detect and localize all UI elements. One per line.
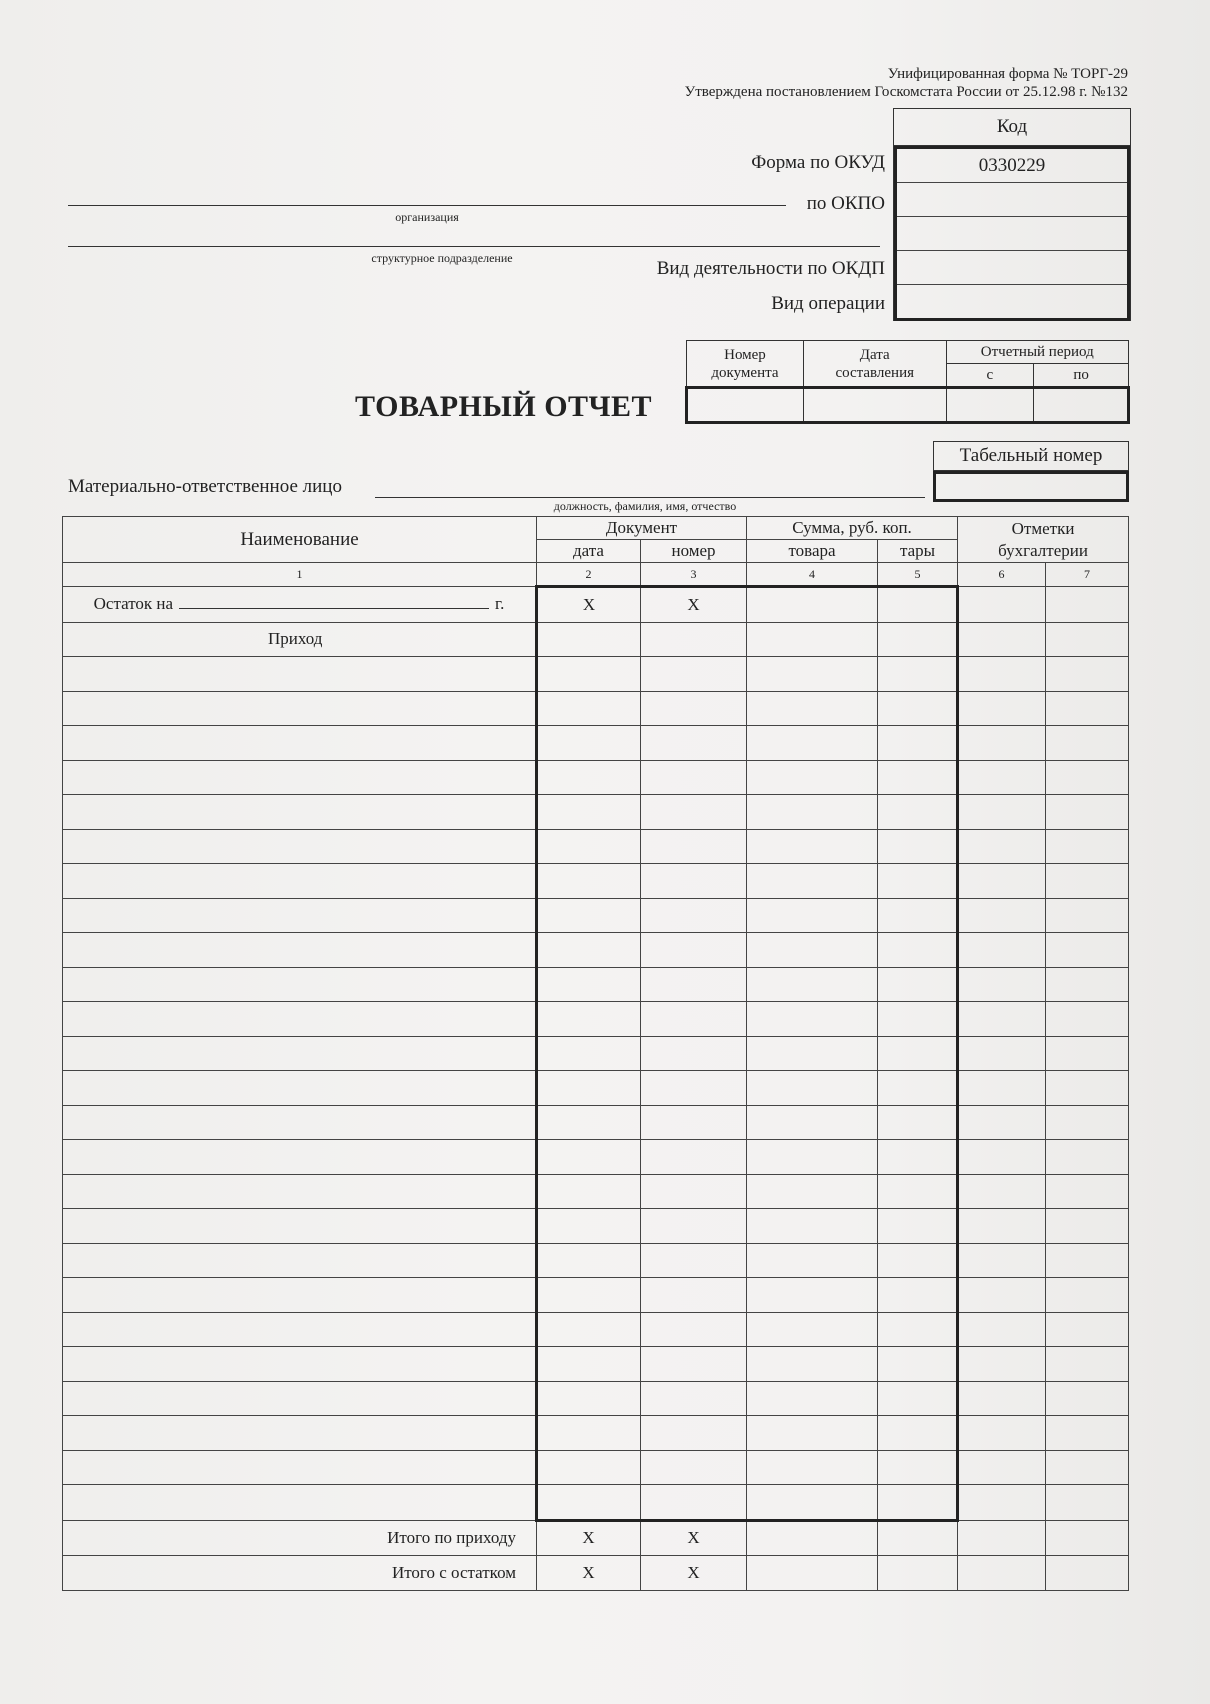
table-cell[interactable] <box>1046 1140 1129 1175</box>
tabel-box <box>933 441 1129 502</box>
period-to-field[interactable] <box>1034 388 1129 423</box>
table-cell[interactable] <box>641 1416 747 1451</box>
table-cell[interactable] <box>1046 1036 1129 1071</box>
tabel-field[interactable] <box>933 471 1129 502</box>
table-cell[interactable] <box>537 1140 641 1175</box>
table-cell[interactable] <box>1046 933 1129 968</box>
table-cell[interactable] <box>878 1140 958 1175</box>
table-cell[interactable] <box>747 898 878 933</box>
table-cell[interactable] <box>641 657 747 692</box>
table-cell[interactable] <box>537 1416 641 1451</box>
table-cell[interactable] <box>537 829 641 864</box>
name-cell[interactable] <box>63 1071 537 1106</box>
col-num: 2 <box>537 563 641 587</box>
table-cell[interactable] <box>878 1485 958 1521</box>
table-cell[interactable] <box>958 657 1046 692</box>
table-cell[interactable] <box>1046 760 1129 795</box>
table-cell[interactable] <box>878 967 958 1002</box>
name-cell[interactable] <box>63 898 537 933</box>
name-cell[interactable] <box>63 760 537 795</box>
table-cell[interactable] <box>641 829 747 864</box>
table-cell[interactable] <box>747 1312 878 1347</box>
period-from-field[interactable] <box>946 388 1034 423</box>
table-cell[interactable] <box>1046 1002 1129 1037</box>
name-cell[interactable] <box>63 1450 537 1485</box>
table-cell[interactable] <box>641 622 747 657</box>
table-cell[interactable] <box>878 898 958 933</box>
table-cell[interactable] <box>641 1002 747 1037</box>
table-cell[interactable] <box>878 726 958 761</box>
table-cell[interactable] <box>641 1450 747 1485</box>
table-cell[interactable] <box>878 933 958 968</box>
name-cell[interactable] <box>63 1485 537 1521</box>
col-num: 6 <box>958 563 1046 587</box>
doc-date-header-l1: Дата <box>859 346 890 363</box>
responsible-caption: должность, фамилия, имя, отчество <box>553 499 737 513</box>
table-cell[interactable] <box>878 1381 958 1416</box>
table-cell[interactable] <box>537 795 641 830</box>
table-row <box>63 1071 1129 1106</box>
table-cell[interactable] <box>537 726 641 761</box>
approval-note: Утверждена постановлением Госкомстата России от 25.12.98 г. №132 <box>684 84 1128 100</box>
table-cell[interactable] <box>1046 1312 1129 1347</box>
table-cell[interactable] <box>747 726 878 761</box>
table-cell[interactable] <box>641 1140 747 1175</box>
goods-table <box>62 516 1129 1591</box>
table-cell[interactable] <box>958 1347 1046 1382</box>
col-marks-header <box>958 517 1129 563</box>
total-income-row <box>63 1520 1129 1556</box>
table-cell[interactable] <box>641 1071 747 1106</box>
col-marks-l2: бухгалтерии <box>998 540 1088 560</box>
table-cell[interactable] <box>747 1002 878 1037</box>
entry-rows <box>63 657 1129 1521</box>
table-cell[interactable] <box>1046 1243 1129 1278</box>
table-cell[interactable] <box>958 691 1046 726</box>
table-row <box>63 1278 1129 1313</box>
division-caption: структурное подразделение <box>371 251 513 265</box>
table-cell[interactable] <box>747 657 878 692</box>
table-cell[interactable] <box>1046 1105 1129 1140</box>
table-row <box>63 795 1129 830</box>
table-cell[interactable] <box>537 1209 641 1244</box>
name-cell[interactable] <box>63 1243 537 1278</box>
table-cell[interactable] <box>878 622 958 657</box>
table-row <box>63 898 1129 933</box>
table-cell[interactable] <box>641 760 747 795</box>
responsible-label: Материально-ответственное лицо <box>68 476 342 497</box>
col-number-header: номер <box>641 540 747 563</box>
name-cell[interactable] <box>63 1105 537 1140</box>
marks-cell[interactable] <box>958 587 1046 623</box>
table-cell[interactable] <box>641 967 747 1002</box>
doc-number-header-l1: Номер <box>724 346 766 363</box>
table-cell[interactable] <box>878 1071 958 1106</box>
table-row <box>63 1450 1129 1485</box>
doc-number-header <box>687 341 804 388</box>
col-number-row <box>63 563 1129 587</box>
x-mark: X <box>537 1556 641 1591</box>
col-marks-l1: Отметки <box>1011 518 1075 538</box>
table-cell[interactable] <box>958 622 1046 657</box>
table-cell[interactable] <box>958 1036 1046 1071</box>
division-field[interactable] <box>68 246 880 247</box>
table-cell[interactable] <box>958 1450 1046 1485</box>
total-income-goods[interactable] <box>747 1520 878 1556</box>
tabel-label: Табельный номер <box>933 441 1129 471</box>
table-cell[interactable] <box>747 1209 878 1244</box>
name-cell[interactable] <box>63 795 537 830</box>
table-row <box>63 1105 1129 1140</box>
table-cell[interactable] <box>1046 967 1129 1002</box>
total-income-label: Итого по приходу <box>63 1520 537 1556</box>
table-cell[interactable] <box>641 1036 747 1071</box>
col-num: 3 <box>641 563 747 587</box>
table-cell[interactable] <box>1046 1278 1129 1313</box>
name-cell[interactable] <box>63 1140 537 1175</box>
table-cell[interactable] <box>958 1140 1046 1175</box>
okdp-label: Вид деятельности по ОКДП <box>656 258 885 279</box>
balance-date-field[interactable] <box>179 594 489 609</box>
table-cell[interactable] <box>537 1105 641 1140</box>
table-cell[interactable] <box>878 1105 958 1140</box>
table-cell[interactable] <box>537 691 641 726</box>
table-cell[interactable] <box>747 1278 878 1313</box>
table-cell[interactable] <box>747 967 878 1002</box>
table-cell[interactable] <box>641 1485 747 1521</box>
table-cell[interactable] <box>1046 657 1129 692</box>
name-cell[interactable] <box>63 967 537 1002</box>
income-label: Приход <box>63 622 537 657</box>
table-row <box>63 1002 1129 1037</box>
name-cell[interactable] <box>63 1416 537 1451</box>
table-cell[interactable] <box>1046 1450 1129 1485</box>
name-cell[interactable] <box>63 1036 537 1071</box>
table-cell[interactable] <box>958 760 1046 795</box>
table-cell[interactable] <box>958 898 1046 933</box>
table-cell[interactable] <box>878 1243 958 1278</box>
balance-suffix: г. <box>495 594 505 614</box>
table-cell[interactable] <box>747 1381 878 1416</box>
table-row <box>63 829 1129 864</box>
total-balance-label: Итого с остатком <box>63 1556 537 1591</box>
table-cell[interactable] <box>747 1450 878 1485</box>
table-cell[interactable] <box>1046 622 1129 657</box>
period-from-header: с <box>946 364 1034 388</box>
col-document-header: Документ <box>537 517 747 540</box>
col-num: 5 <box>878 563 958 587</box>
table-cell[interactable] <box>958 1174 1046 1209</box>
table-cell[interactable] <box>641 933 747 968</box>
table-cell[interactable] <box>641 1278 747 1313</box>
table-cell[interactable] <box>537 1450 641 1485</box>
table-cell[interactable] <box>747 1105 878 1140</box>
organization-caption: организация <box>395 210 459 224</box>
table-row <box>63 864 1129 899</box>
table-cell[interactable] <box>878 1416 958 1451</box>
table-cell[interactable] <box>878 1278 958 1313</box>
table-cell[interactable] <box>958 1485 1046 1521</box>
table-cell[interactable] <box>747 691 878 726</box>
table-cell[interactable] <box>641 864 747 899</box>
table-row <box>63 1381 1129 1416</box>
table-cell[interactable] <box>537 1243 641 1278</box>
table-cell[interactable] <box>958 795 1046 830</box>
table-cell[interactable] <box>1046 1381 1129 1416</box>
table-row <box>63 1416 1129 1451</box>
table-row <box>63 1209 1129 1244</box>
table-cell[interactable] <box>878 1002 958 1037</box>
table-cell[interactable] <box>958 829 1046 864</box>
table-cell[interactable] <box>537 1347 641 1382</box>
table-cell[interactable] <box>747 1140 878 1175</box>
balance-label: Остаток на <box>93 594 174 614</box>
table-cell[interactable] <box>747 1347 878 1382</box>
table-cell[interactable] <box>537 898 641 933</box>
table-cell[interactable] <box>1046 726 1129 761</box>
table-cell[interactable] <box>1046 1347 1129 1382</box>
table-cell[interactable] <box>1046 829 1129 864</box>
name-cell[interactable] <box>63 1347 537 1382</box>
table-cell[interactable] <box>1046 1071 1129 1106</box>
balance-cell <box>63 587 537 623</box>
table-cell[interactable] <box>537 1174 641 1209</box>
col-sum-header: Сумма, руб. коп. <box>747 517 958 540</box>
table-cell[interactable] <box>537 1071 641 1106</box>
table-cell[interactable] <box>641 1209 747 1244</box>
code-frame <box>894 146 1130 321</box>
okpo-code-field[interactable] <box>897 183 1127 217</box>
table-cell[interactable] <box>958 1209 1046 1244</box>
table-cell[interactable] <box>878 1036 958 1071</box>
table-cell[interactable] <box>958 967 1046 1002</box>
table-cell[interactable] <box>1046 1209 1129 1244</box>
document-header-table <box>685 340 1130 424</box>
name-cell[interactable] <box>63 691 537 726</box>
table-cell[interactable] <box>641 795 747 830</box>
table-cell[interactable] <box>958 1381 1046 1416</box>
table-cell[interactable] <box>747 1243 878 1278</box>
table-cell[interactable] <box>641 1243 747 1278</box>
organization-field[interactable] <box>68 205 786 206</box>
table-row <box>63 1036 1129 1071</box>
table-row <box>63 760 1129 795</box>
income-heading-row <box>63 622 1129 657</box>
doc-date-field[interactable] <box>803 388 946 423</box>
marks-cell[interactable] <box>1046 587 1129 623</box>
table-cell[interactable] <box>1046 1416 1129 1451</box>
name-cell[interactable] <box>63 1278 537 1313</box>
table-row <box>63 1485 1129 1521</box>
name-cell[interactable] <box>63 933 537 968</box>
table-cell[interactable] <box>1046 795 1129 830</box>
table-row <box>63 1243 1129 1278</box>
table-cell[interactable] <box>958 1002 1046 1037</box>
name-cell[interactable] <box>63 1381 537 1416</box>
marks-cell[interactable] <box>1046 1520 1129 1556</box>
table-cell[interactable] <box>641 691 747 726</box>
name-cell[interactable] <box>63 1209 537 1244</box>
form-number: Унифицированная форма № ТОРГ-29 <box>887 66 1128 82</box>
table-cell[interactable] <box>747 829 878 864</box>
table-cell[interactable] <box>878 691 958 726</box>
table-cell[interactable] <box>1046 1174 1129 1209</box>
x-mark: X <box>537 587 641 623</box>
table-row <box>63 1312 1129 1347</box>
name-cell[interactable] <box>63 1002 537 1037</box>
total-balance-row <box>63 1556 1129 1591</box>
table-row <box>63 933 1129 968</box>
table-cell[interactable] <box>878 864 958 899</box>
table-cell[interactable] <box>1046 1485 1129 1521</box>
col-name-header: Наименование <box>63 517 537 563</box>
code-header: Код <box>894 109 1130 146</box>
table-cell[interactable] <box>878 829 958 864</box>
table-cell[interactable] <box>747 1071 878 1106</box>
doc-number-field[interactable] <box>687 388 804 423</box>
table-cell[interactable] <box>747 1036 878 1071</box>
table-cell[interactable] <box>878 1174 958 1209</box>
x-mark: X <box>641 1520 747 1556</box>
table-cell[interactable] <box>641 1105 747 1140</box>
table-cell[interactable] <box>537 1036 641 1071</box>
table-cell[interactable] <box>641 1347 747 1382</box>
table-cell[interactable] <box>958 1243 1046 1278</box>
table-cell[interactable] <box>537 1485 641 1521</box>
total-balance-tare[interactable] <box>878 1556 958 1591</box>
total-income-tare[interactable] <box>878 1520 958 1556</box>
table-cell[interactable] <box>958 1416 1046 1451</box>
code-box <box>893 108 1131 321</box>
table-cell[interactable] <box>747 760 878 795</box>
period-to-header: по <box>1034 364 1129 388</box>
total-balance-goods[interactable] <box>747 1556 878 1591</box>
doc-date-header-l2: составления <box>835 364 915 381</box>
okud-code-field[interactable]: 0330229 <box>897 149 1127 183</box>
division-code-field[interactable] <box>897 217 1127 251</box>
x-mark: X <box>641 1556 747 1591</box>
table-row <box>63 1347 1129 1382</box>
table-cell[interactable] <box>878 657 958 692</box>
table-cell[interactable] <box>537 1381 641 1416</box>
table-cell[interactable] <box>537 864 641 899</box>
table-cell[interactable] <box>1046 691 1129 726</box>
table-cell[interactable] <box>958 1071 1046 1106</box>
table-cell[interactable] <box>958 1105 1046 1140</box>
table-cell[interactable] <box>958 933 1046 968</box>
table-row <box>63 967 1129 1002</box>
table-cell[interactable] <box>747 1416 878 1451</box>
table-cell[interactable] <box>878 1312 958 1347</box>
table-cell[interactable] <box>537 1278 641 1313</box>
name-cell[interactable] <box>63 1174 537 1209</box>
col-tare-header: тары <box>878 540 958 563</box>
table-cell[interactable] <box>958 1312 1046 1347</box>
marks-cell[interactable] <box>1046 1556 1129 1591</box>
table-cell[interactable] <box>878 760 958 795</box>
col-date-header: дата <box>537 540 641 563</box>
table-cell[interactable] <box>747 622 878 657</box>
table-cell[interactable] <box>747 864 878 899</box>
col-num: 1 <box>63 563 537 587</box>
page-title: ТОВАРНЫЙ ОТЧЕТ <box>355 390 653 423</box>
table-cell[interactable] <box>537 1002 641 1037</box>
table-cell[interactable] <box>537 760 641 795</box>
okud-label: Форма по ОКУД <box>751 152 885 173</box>
balance-tare-cell[interactable] <box>878 587 958 623</box>
name-cell[interactable] <box>63 657 537 692</box>
col-num: 7 <box>1046 563 1129 587</box>
operation-code-field[interactable] <box>897 285 1127 318</box>
table-cell[interactable] <box>878 1209 958 1244</box>
operation-label: Вид операции <box>771 293 885 314</box>
name-cell[interactable] <box>63 829 537 864</box>
table-cell[interactable] <box>641 1174 747 1209</box>
table-cell[interactable] <box>958 1278 1046 1313</box>
period-header: Отчетный период <box>946 341 1128 364</box>
table-cell[interactable] <box>641 1381 747 1416</box>
table-cell[interactable] <box>958 726 1046 761</box>
table-cell[interactable] <box>747 933 878 968</box>
name-cell[interactable] <box>63 864 537 899</box>
marks-cell[interactable] <box>958 1520 1046 1556</box>
table-cell[interactable] <box>878 1450 958 1485</box>
table-cell[interactable] <box>1046 864 1129 899</box>
table-cell[interactable] <box>878 795 958 830</box>
x-mark: X <box>641 587 747 623</box>
okdp-code-field[interactable] <box>897 251 1127 285</box>
table-cell[interactable] <box>958 864 1046 899</box>
table-row <box>63 691 1129 726</box>
name-cell[interactable] <box>63 1312 537 1347</box>
table-cell[interactable] <box>747 1174 878 1209</box>
table-cell[interactable] <box>1046 898 1129 933</box>
table-cell[interactable] <box>537 967 641 1002</box>
balance-row <box>63 587 1129 623</box>
name-cell[interactable] <box>63 726 537 761</box>
table-cell[interactable] <box>641 898 747 933</box>
table-row <box>63 726 1129 761</box>
table-cell[interactable] <box>537 933 641 968</box>
doc-date-header <box>803 341 946 388</box>
table-row <box>63 1174 1129 1209</box>
marks-cell[interactable] <box>958 1556 1046 1591</box>
table-cell[interactable] <box>747 795 878 830</box>
table-cell[interactable] <box>537 1312 641 1347</box>
table-row <box>63 1140 1129 1175</box>
doc-number-header-l2: документа <box>711 364 779 381</box>
table-row <box>63 657 1129 692</box>
col-goods-header: товара <box>747 540 878 563</box>
table-cell[interactable] <box>537 657 641 692</box>
table-cell[interactable] <box>641 1312 747 1347</box>
table-cell[interactable] <box>641 726 747 761</box>
table-cell[interactable] <box>878 1347 958 1382</box>
table-cell[interactable] <box>747 1485 878 1521</box>
okpo-label: по ОКПО <box>806 193 885 214</box>
x-mark: X <box>537 1520 641 1556</box>
col-num: 4 <box>747 563 878 587</box>
table-cell[interactable] <box>537 622 641 657</box>
responsible-field[interactable] <box>375 497 925 498</box>
balance-goods-cell[interactable] <box>747 587 878 623</box>
